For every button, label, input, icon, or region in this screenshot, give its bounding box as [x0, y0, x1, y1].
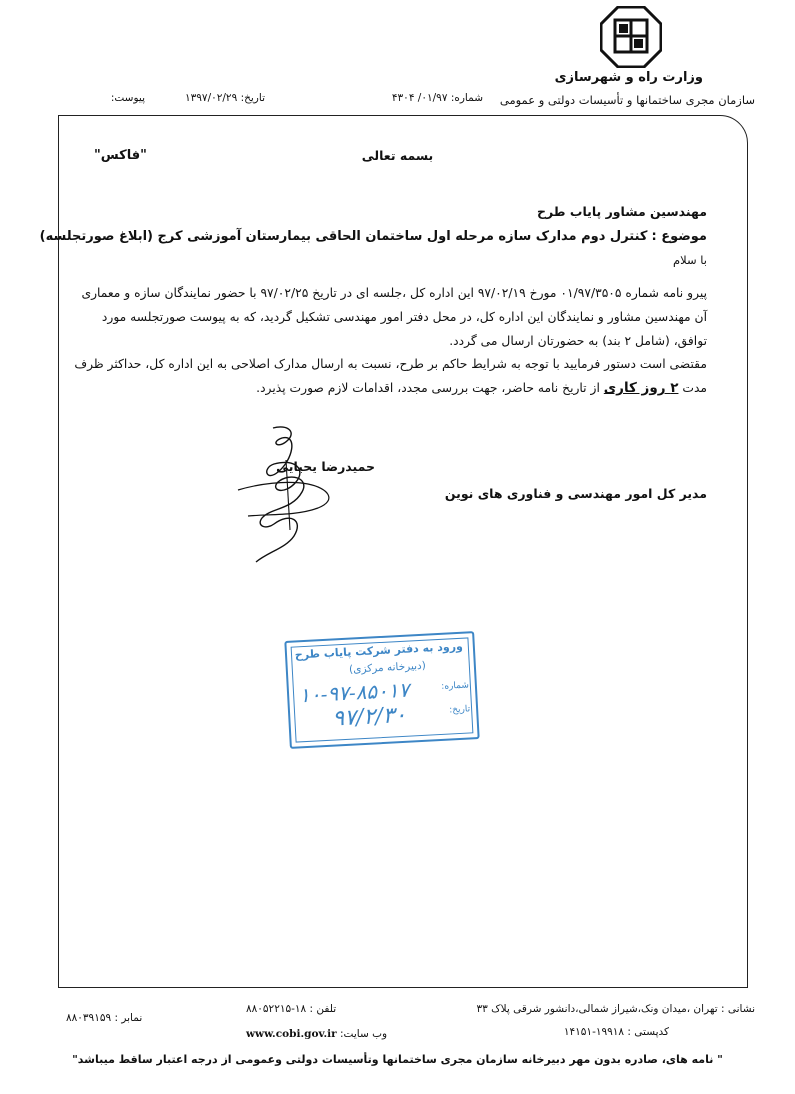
letter-number: شماره: ۰۱/۹۷/ ۴۳۰۴	[391, 92, 483, 104]
letter-attachment: پیوست:	[110, 92, 145, 104]
footer-address: نشانی : تهران ،میدان ونک،شیراز شمالی،دانشور شرقی پلاک ۳۳	[476, 1003, 755, 1015]
subject-text: کنترل دوم مدارک سازه مرحله اول ساختمان الحاقی بیمارستان آموزشی کرج (ابلاغ صورتجلسه)	[39, 229, 648, 244]
subject-label: موضوع :	[651, 229, 707, 244]
body-paragraph-2: مقتضی است دستور فرمایید با توجه به شرایط حاکم بر طرح، نسبت به ارسال مدارک اصلاحی به این اداره کل، حداکثر ظرف مدت ۲ روز کاری از تاریخ نامه حاضر، جهت بررسی مجدد، اقدامات لازم صورت پذیرد.	[74, 357, 707, 396]
footer-fax: نمابر : ۸۸۰۳۹۱۵۹	[66, 1012, 143, 1024]
website-link: www.cobi.gov.ir	[246, 1028, 337, 1040]
organization-name: سازمان مجری ساختمانها و تأسیسات دولتی و عمومی	[499, 93, 755, 107]
stamp-number-value: ۱۰-۹۷-۸۵۰۱۷	[298, 677, 410, 708]
received-stamp	[284, 631, 479, 749]
ministry-name: وزارت راه و شهرسازی	[554, 70, 703, 85]
stamp-date-value: ۹۷/۲/۳۰	[331, 702, 407, 732]
letter-date: تاریخ: ۱۳۹۷/۰۲/۲۹	[185, 92, 265, 104]
stamp-line-2: (دبیرخانه مرکزی)	[348, 659, 427, 676]
signatory-name: حمیدرضا یحیایی	[276, 459, 375, 474]
footer-postal-code: کدپستی : ۱۹۹۱۸-۱۴۱۵۱	[563, 1026, 669, 1038]
fax-label: "فاکس"	[94, 148, 147, 163]
stamp-line-1: ورود به دفتر شرکت پایاب طرح	[294, 639, 464, 662]
ministry-logo-icon	[600, 6, 662, 68]
stamp-date-label: تاریخ:	[448, 704, 471, 716]
letter-frame	[58, 115, 748, 988]
footer-phone: تلفن : ۱۸-۸۸۰۵۲۲۱۵	[246, 1003, 337, 1015]
deadline-emphasis: ۲ روز کاری	[603, 380, 679, 396]
footer-website: وب سایت: www.cobi.gov.ir	[246, 1028, 388, 1040]
body-paragraph-1: پیرو نامه شماره ۰۱/۹۷/۳۵۰۵ مورخ ۹۷/۰۲/۱۹ این اداره کل ،جلسه ای در تاریخ ۹۷/۰۲/۲۵ با حضور نمایندگان سازه و معماری آن مهندسین مشاور و نمایندگان این اداره کل، در محل دفتر امور مهندسی تشکیل گردید، که به پیوست صورتجلسه مورد توافق، (شامل ۲ بند) به حضورتان ارسال می گردد.	[81, 286, 707, 348]
greeting: با سلام	[673, 253, 707, 267]
stamp-number-label: شماره:	[441, 680, 470, 692]
handwritten-signature	[178, 420, 368, 570]
recipient: مهندسین مشاور پایاب طرح	[536, 204, 707, 219]
basmala: بسمه تعالی	[361, 148, 434, 163]
footer-validity-note: " نامه های، صادره بدون مهر دبیرخانه سازمان مجری ساختمانها وتأسیسات دولتی وعمومی از درجه اعتبار ساقط میباشد"	[72, 1053, 723, 1066]
signatory-title: مدیر کل امور مهندسی و فناوری های نوین	[444, 486, 707, 501]
subject-line	[40, 229, 707, 244]
